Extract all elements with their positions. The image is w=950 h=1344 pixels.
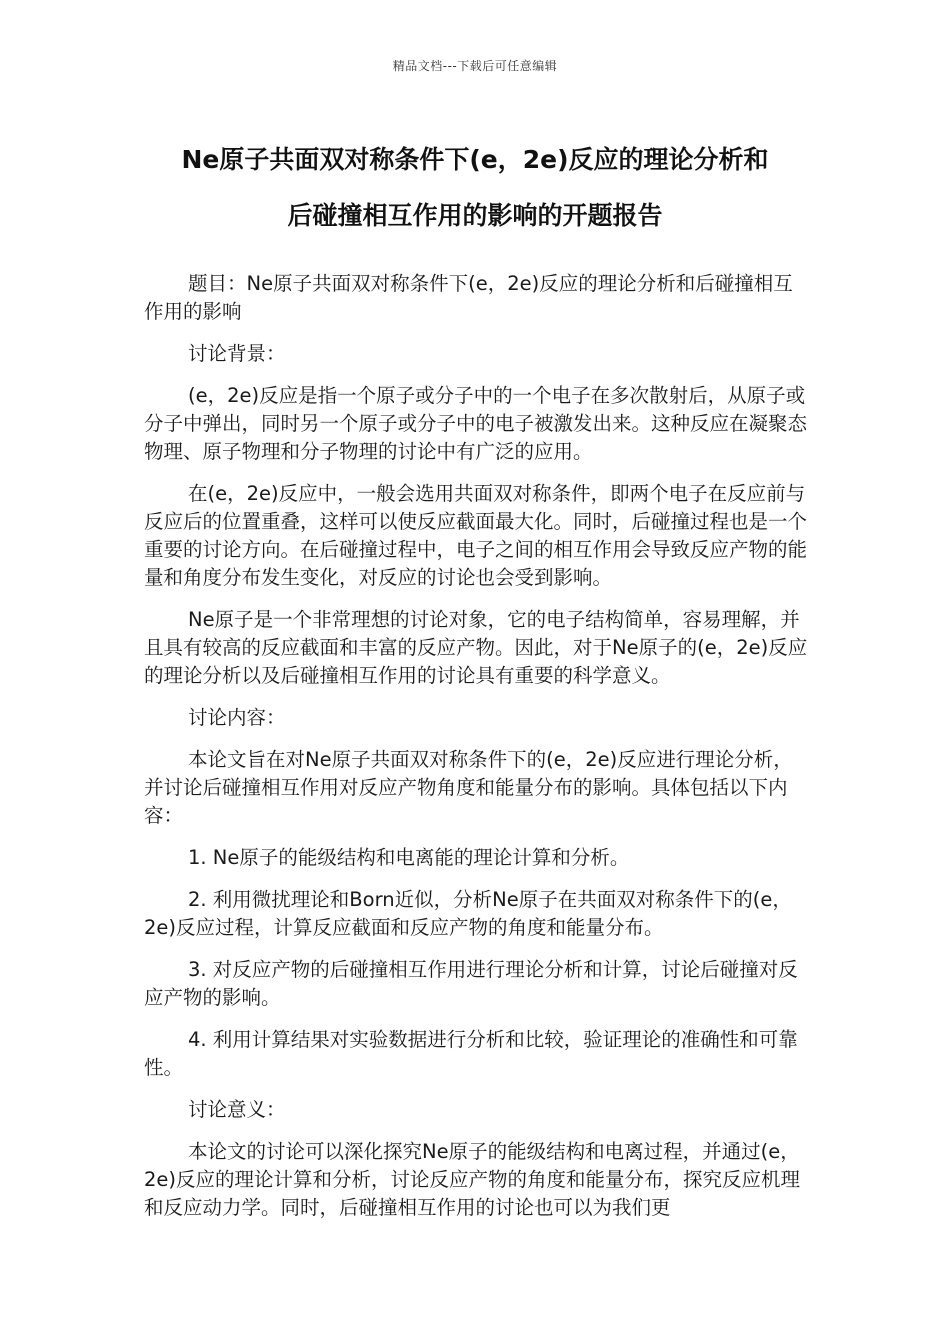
background-paragraph-3: Ne原子是一个非常理想的讨论对象，它的电子结构简单，容易理解，并且具有较高的反应截面和丰富的反应产物。因此，对于Ne原子的(e，2e)反应的理论分析以及后碰撞相互作用的讨论具有重要的科学意义。 [144,608,808,687]
content-heading: 讨论内容： [188,706,286,729]
document-body [144,270,810,1236]
background-paragraph-1: (e，2e)反应是指一个原子或分子中的一个电子在多次散射后，从原子或分子中弹出，同时另一个原子或分子中的电子被激发出来。这种反应在凝聚态物理、原子物理和分子物理的讨论中有广泛的应用。 [144,384,808,463]
content-item-4: 4. 利用计算结果对实验数据进行分析和比较，验证理论的准确性和可靠性。 [144,1028,798,1079]
background-paragraph-2: 在(e，2e)反应中，一般会选用共面双对称条件，即两个电子在反应前与反应后的位置重叠，这样可以使反应截面最大化。同时，后碰撞过程也是一个重要的讨论方向。在后碰撞过程中，电子之间的相互作用会导致反应产物的能量和角度分布发生变化，对反应的讨论也会受到影响。 [144,482,808,589]
background-heading: 讨论背景： [188,342,286,365]
content-intro-paragraph: 本论文旨在对Ne原子共面双对称条件下的(e，2e)反应进行理论分析，并讨论后碰撞相互作用对反应产物角度和能量分布的影响。具体包括以下内容： [144,748,793,827]
significance-paragraph-1: 本论文的讨论可以深化探究Ne原子的能级结构和电离过程，并通过(e，2e)反应的理论计算和分析，讨论反应产物的角度和能量分布，探究反应机理和反应动力学。同时，后碰撞相互作用的讨论也可以为我们更 [144,1140,801,1219]
content-item-1: 1. Ne原子的能级结构和电离能的理论计算和分析。 [188,846,630,869]
document-title [100,132,850,244]
topic-paragraph: 题目：Ne原子共面双对称条件下(e，2e)反应的理论分析和后碰撞相互作用的影响 [144,272,793,323]
content-item-3: 3. 对反应产物的后碰撞相互作用进行理论分析和计算，讨论后碰撞对反应产物的影响。 [144,958,798,1009]
title-line-2: 后碰撞相互作用的影响的开题报告 [287,201,663,230]
significance-heading: 讨论意义： [188,1098,286,1121]
content-item-2: 2. 利用微扰理论和Born近似，分析Ne原子在共面双对称条件下的(e，2e)反应过程，计算反应截面和反应产物的角度和能量分布。 [144,888,792,939]
header-note: 精品文档---下载后可任意编辑 [392,59,558,73]
title-line-1: Ne原子共面双对称条件下(e，2e)反应的理论分析和 [181,145,769,174]
